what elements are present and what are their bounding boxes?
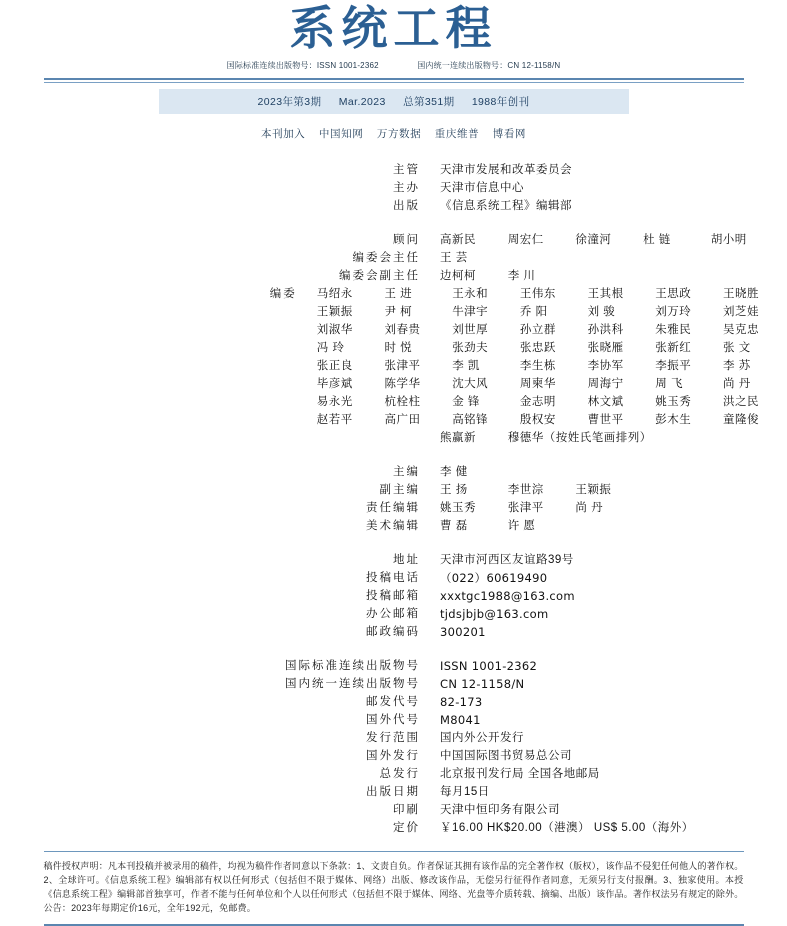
imprint-row (0, 267, 787, 285)
submission-email[interactable]: xxxtgc1988@163.com (440, 589, 575, 603)
database-item-0: 中国知网 (318, 128, 364, 140)
issue-bar (159, 89, 629, 114)
board-member: 张津平 (384, 360, 421, 372)
board-member: 时 悦 (384, 342, 413, 354)
advisor-3: 杜 链 (643, 234, 671, 246)
row-value: 《信息系统工程》编辑部 (440, 200, 572, 212)
board-member: 姚玉秀 (655, 396, 692, 408)
imprint-row (0, 711, 787, 729)
row-label: 主编 (393, 466, 420, 478)
board-member: 高铭锋 (452, 414, 489, 426)
row-value: M8041 (440, 713, 481, 727)
imprint-row (0, 429, 787, 447)
editors-block (0, 463, 787, 535)
board-member: 熊赢新 (440, 432, 476, 444)
issue-month: Mar.2023 (338, 96, 386, 108)
database-item-2: 重庆维普 (434, 128, 480, 140)
board-vice-chair-0: 边柯柯 (440, 270, 476, 282)
row-label: 编委会主任 (352, 252, 420, 264)
issn-row (0, 60, 787, 71)
imprint-row (0, 587, 787, 605)
editor-name: 姚玉秀 (440, 502, 476, 514)
board-member: 张晓雁 (587, 342, 624, 354)
board-member: 冯 玲 (316, 342, 345, 354)
board-member-row (297, 393, 787, 411)
imprint-row (0, 179, 787, 197)
row-label: 国外代号 (366, 714, 420, 726)
board-member: 李生栋 (519, 360, 556, 372)
imprint-row (0, 411, 787, 429)
row-label: 印刷 (393, 804, 420, 816)
board-chair-0: 王 芸 (440, 252, 468, 264)
imprint-row (0, 747, 787, 765)
row-value: 天津市河西区友谊路39号 (440, 554, 574, 566)
imprint-row (0, 481, 787, 499)
board-member: 张忠跃 (519, 342, 556, 354)
row-value: 天津市发展和改革委员会 (440, 164, 572, 176)
editor-name: 许 愿 (507, 520, 536, 532)
imprint-row (0, 801, 787, 819)
row-value: 国内外公开发行 (440, 732, 524, 744)
imprint-row (0, 693, 787, 711)
editor-names (420, 463, 504, 481)
board-member-row (297, 321, 787, 339)
board-chair-names (420, 249, 504, 267)
row-label: 国外发行 (366, 750, 420, 762)
row-label: 出版日期 (366, 786, 420, 798)
copyright-statement: 稿件授权声明：凡本刊投稿并被录用的稿件，均视为稿件作者同意以下条款：1、文责自负。作者保证其拥有该作品的完全著作权（版权），该作品不侵犯任何他人的著作权。2、全球许可。《信息系统工程》编辑部有权以任何形式（包括但不限于媒体、网络）出版、修改该作品，无偿另行征得作者同意，无须另行支付报酬。3、独家使用。本授《信息系统工程》编辑部首独享可，作者不能与任何单位和个人以任何形式（包括但不限于媒体、网络、光盘等介质转载、摘编、出版）该作品。著作权法另有规定的除外。公告：2023年每期定价16元，全年192元，免邮费。 (43, 861, 744, 913)
imprint-row (0, 819, 787, 837)
board-member: 王颖振 (316, 306, 353, 318)
row-label: 邮发代号 (366, 696, 420, 708)
row-value: （022）60619490 (440, 571, 548, 585)
imprint-row (0, 675, 787, 693)
board-member-row (297, 303, 787, 321)
imprint-row (0, 339, 787, 357)
board-member: 童隆俊 (723, 414, 759, 426)
office-email[interactable]: tjdsjbjb@163.com (440, 607, 549, 621)
row-value: CN 12-1158/N (440, 677, 525, 691)
imprint-row (0, 393, 787, 411)
row-label: 投稿邮箱 (366, 590, 420, 602)
imprint-row (0, 623, 787, 641)
board-vice-chair-names (420, 267, 572, 285)
board-member: 张劲夫 (452, 342, 489, 354)
editor-name: 张津平 (507, 502, 544, 514)
editor-name: 尚 丹 (575, 502, 604, 514)
issn-international: 国际标准连续出版物号：ISSN 1001-2362 (226, 61, 379, 70)
row-value: 中国国际图书贸易总公司 (440, 750, 572, 762)
imprint-row (0, 357, 787, 375)
row-label: 国际标准连续出版物号 (285, 660, 420, 672)
imprint-row (0, 765, 787, 783)
board-member-row (297, 357, 787, 375)
board-member: 毕彦斌 (316, 378, 353, 390)
row-value: 每月15日 (440, 786, 490, 798)
board-member-row (420, 429, 652, 447)
issue-total: 总第351期 (403, 96, 455, 108)
board-member: 刘 骏 (587, 306, 616, 318)
board-member: 张正良 (316, 360, 353, 372)
board-member: 林文斌 (587, 396, 624, 408)
organization-block (0, 161, 787, 215)
row-label: 副主编 (379, 484, 420, 496)
row-label: 顾问 (393, 234, 420, 246)
board-member: 陈学华 (384, 378, 421, 390)
board-member: 张 文 (723, 342, 751, 354)
board-member-row (297, 411, 787, 429)
imprint-row (0, 463, 787, 481)
board-member: 张新红 (655, 342, 692, 354)
board-member: 周 飞 (655, 378, 683, 390)
board-member: 王 进 (384, 288, 413, 300)
board-member: 刘万玲 (655, 306, 692, 318)
board-member: 尹 柯 (384, 306, 413, 318)
board-member: 李振平 (655, 360, 692, 372)
row-label: 编委 (269, 288, 297, 300)
board-member: 王伟东 (519, 288, 556, 300)
database-label: 本刊加入 (260, 128, 306, 140)
imprint-table (0, 161, 787, 837)
issue-founded: 1988年创刊 (471, 96, 530, 108)
board-member: 周海宁 (587, 378, 624, 390)
board-member: 尚 丹 (723, 378, 751, 390)
board-member: 高广田 (384, 414, 421, 426)
board-member: 刘芝娃 (723, 306, 759, 318)
advisor-1: 周宏仁 (507, 234, 544, 246)
publishing-block (0, 657, 787, 837)
footer-divider-top (44, 851, 744, 852)
masthead-divider (44, 78, 744, 80)
row-label: 国内统一连续出版物号 (285, 678, 420, 690)
imprint-row (0, 517, 787, 535)
imprint-row (0, 551, 787, 569)
row-label: 出版 (393, 200, 420, 212)
board-member: 沈大风 (452, 378, 489, 390)
board-member: 牛津宇 (452, 306, 489, 318)
row-value: 300201 (440, 625, 486, 639)
editor-names (420, 499, 639, 517)
board-member: 殷权安 (519, 414, 556, 426)
row-label: 邮政编码 (366, 626, 420, 638)
issn-domestic: 国内统一连续出版物号：CN 12-1158/N (417, 61, 561, 70)
imprint-row (0, 783, 787, 801)
board-member: 刘淑华 (316, 324, 353, 336)
board-member: 马绍永 (316, 288, 353, 300)
board-member: 吴克忠 (723, 324, 759, 336)
row-value: 天津市信息中心 (440, 182, 524, 194)
imprint-row (0, 197, 787, 215)
editor-name: 王颖振 (575, 484, 612, 496)
board-member: 李 苏 (723, 360, 751, 372)
imprint-row (0, 285, 787, 303)
row-label: 办公邮箱 (366, 608, 420, 620)
board-member: 乔 阳 (519, 306, 548, 318)
imprint-row (0, 657, 787, 675)
imprint-row (0, 605, 787, 623)
row-value: 北京报刊发行局 全国各地邮局 (440, 768, 600, 780)
imprint-row (0, 321, 787, 339)
editor-names (420, 481, 639, 499)
imprint-row (0, 161, 787, 179)
row-value: 天津中恒印务有限公司 (440, 804, 560, 816)
board-vice-chair-1: 李 川 (507, 270, 536, 282)
row-value: ISSN 1001-2362 (440, 659, 538, 673)
journal-title: 系统工程 (289, 2, 498, 54)
board-member: 曹世平 (587, 414, 624, 426)
board-member: 王永和 (452, 288, 489, 300)
row-label: 编委会副主任 (339, 270, 420, 282)
imprint-row (0, 303, 787, 321)
row-value: 82-173 (440, 695, 483, 709)
board-member: 金志明 (519, 396, 556, 408)
board-member: 杭栓柱 (384, 396, 421, 408)
imprint-row (0, 729, 787, 747)
board-member-row (297, 375, 787, 393)
advisor-names (420, 231, 775, 249)
board-member: 金 锋 (452, 396, 480, 408)
row-label: 投稿电话 (366, 572, 420, 584)
row-label: 地址 (393, 554, 420, 566)
board-member: 孙立群 (519, 324, 556, 336)
database-item-1: 万方数据 (376, 128, 422, 140)
database-list (0, 126, 787, 141)
board-member-note: 穆德华（按姓氏笔画排列） (507, 432, 652, 444)
row-label: 发行范围 (366, 732, 420, 744)
board-member: 刘世厚 (452, 324, 489, 336)
imprint-row (0, 499, 787, 517)
row-label: 责任编辑 (366, 502, 420, 514)
board-member: 王其根 (587, 288, 624, 300)
row-label: 主办 (393, 182, 420, 194)
board-member: 周柬华 (519, 378, 556, 390)
board-member: 赵若平 (316, 414, 353, 426)
editor-name: 李世淙 (507, 484, 544, 496)
editor-name: 王 扬 (440, 484, 468, 496)
advisor-0: 高新民 (440, 234, 476, 246)
board-member: 孙洪科 (587, 324, 624, 336)
imprint-row (0, 375, 787, 393)
imprint-row (0, 569, 787, 587)
board-member: 易永光 (316, 396, 353, 408)
board-member: 李协军 (587, 360, 624, 372)
imprint-row (0, 249, 787, 267)
board-member: 朱雅民 (655, 324, 692, 336)
masthead (0, 0, 787, 141)
board-member: 李 凯 (452, 360, 480, 372)
contact-block (0, 551, 787, 641)
advisor-2: 徐潼河 (575, 234, 612, 246)
board-member: 王思政 (655, 288, 692, 300)
board-member: 王晓胜 (723, 288, 759, 300)
board-member-row (297, 285, 787, 303)
editor-name: 李 健 (440, 466, 468, 478)
board-member: 刘春贵 (384, 324, 421, 336)
advisor-4: 胡小明 (710, 234, 747, 246)
row-label: 美术编辑 (366, 520, 420, 532)
editor-name: 曹 磊 (440, 520, 468, 532)
board-member: 洪之民 (723, 396, 759, 408)
board-member-row (297, 339, 787, 357)
board-member: 彭木生 (655, 414, 692, 426)
database-item-3: 博看网 (492, 128, 527, 140)
issue-year: 2023年第3期 (257, 96, 322, 108)
masthead-divider-thin (44, 82, 744, 83)
editor-names (420, 517, 572, 535)
row-label: 主管 (393, 164, 420, 176)
price-value: ￥16.00 HK$20.00（港澳） US$ 5.00（海外） (440, 822, 694, 834)
row-label: 定价 (393, 822, 420, 834)
imprint-row (0, 231, 787, 249)
editorial-board-block (0, 231, 787, 447)
row-label: 总发行 (379, 768, 420, 780)
